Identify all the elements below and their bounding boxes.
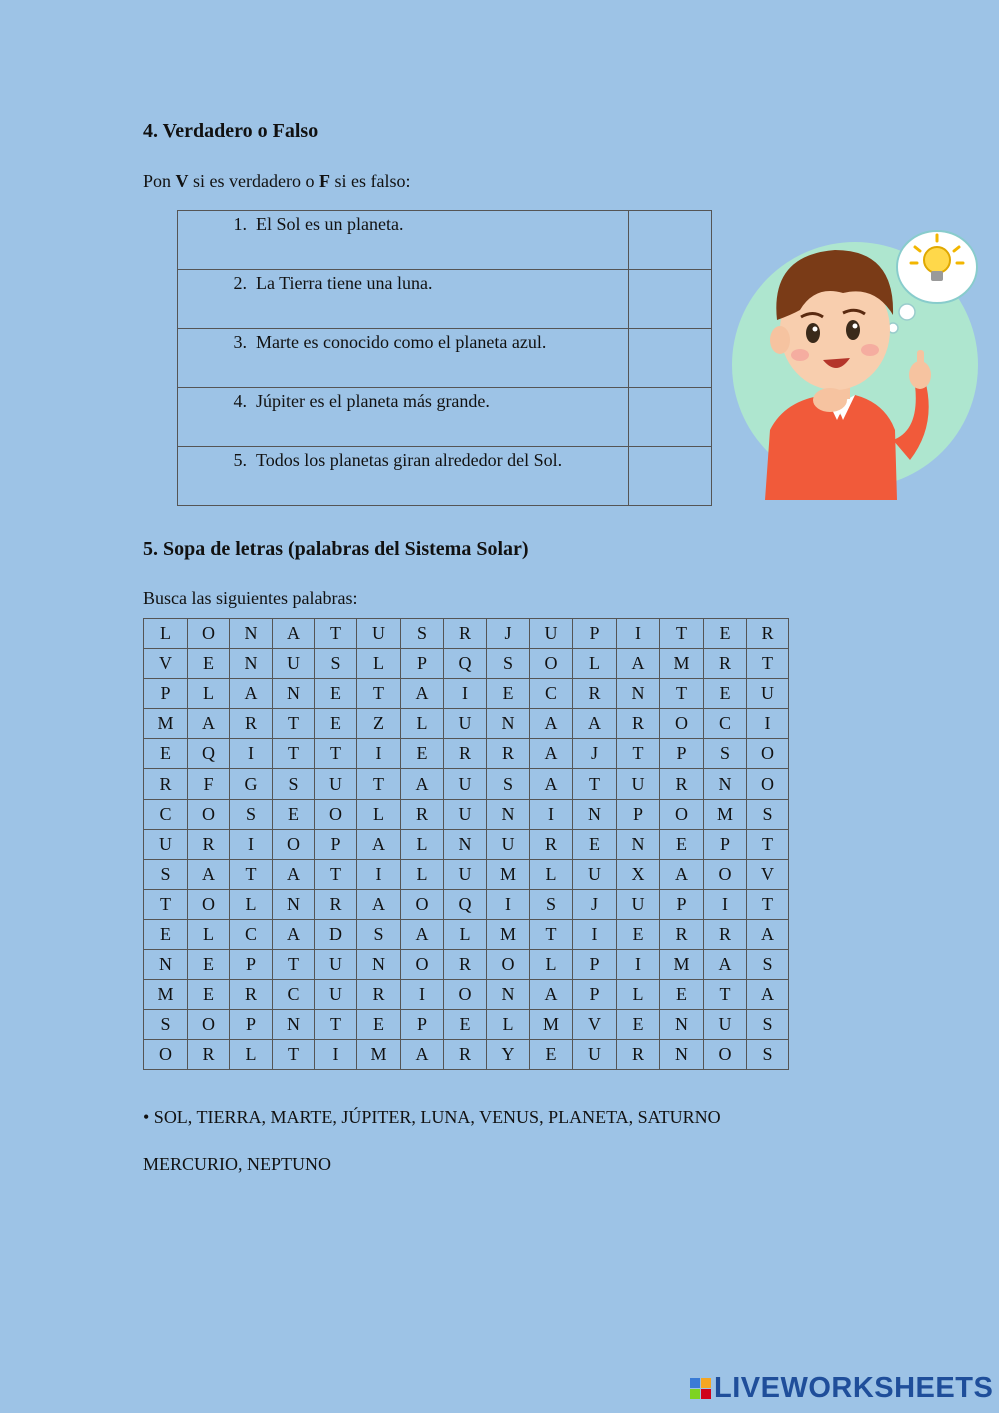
grid-cell[interactable]: U — [315, 950, 357, 980]
grid-cell[interactable]: I — [230, 739, 273, 769]
grid-cell[interactable]: M — [704, 799, 747, 829]
true-false-table — [177, 210, 712, 506]
grid-cell[interactable]: T — [660, 619, 704, 649]
grid-cell[interactable]: A — [273, 919, 315, 949]
grid-cell[interactable]: Z — [357, 709, 401, 739]
grid-cell[interactable]: M — [660, 649, 704, 679]
grid-cell[interactable]: E — [401, 739, 444, 769]
liveworksheets-logo — [690, 1372, 993, 1405]
grid-cell[interactable]: N — [704, 769, 747, 799]
grid-cell[interactable]: R — [573, 679, 617, 709]
grid-cell[interactable]: T — [357, 769, 401, 799]
grid-cell[interactable]: D — [315, 919, 357, 949]
statement-text: La Tierra tiene una luna. — [256, 273, 433, 293]
grid-cell[interactable]: U — [273, 649, 315, 679]
grid-cell[interactable]: R — [444, 619, 487, 649]
grid-cell[interactable]: S — [230, 799, 273, 829]
grid-cell[interactable]: E — [617, 1010, 660, 1040]
grid-cell[interactable]: E — [617, 919, 660, 949]
grid-cell[interactable]: A — [401, 919, 444, 949]
grid-cell[interactable]: A — [357, 889, 401, 919]
grid-cell[interactable]: P — [315, 829, 357, 859]
grid-cell[interactable]: R — [617, 709, 660, 739]
grid-cell[interactable]: Q — [188, 739, 230, 769]
logo-mark-icon — [690, 1378, 711, 1399]
grid-cell[interactable]: U — [487, 829, 530, 859]
grid-cell[interactable]: T — [530, 919, 573, 949]
grid-cell[interactable]: A — [747, 919, 789, 949]
grid-cell[interactable]: T — [747, 889, 789, 919]
grid-cell[interactable]: N — [273, 889, 315, 919]
grid-cell[interactable]: R — [704, 919, 747, 949]
grid-row — [144, 799, 789, 829]
grid-cell[interactable]: A — [357, 829, 401, 859]
section5-title: 5. Sopa de letras (palabras del Sistema Solar) — [143, 538, 529, 560]
grid-cell[interactable]: A — [273, 619, 315, 649]
grid-cell[interactable]: N — [617, 829, 660, 859]
grid-cell[interactable]: N — [487, 799, 530, 829]
grid-cell[interactable]: E — [315, 679, 357, 709]
grid-cell[interactable]: L — [573, 649, 617, 679]
grid-cell[interactable]: I — [357, 859, 401, 889]
grid-row — [144, 739, 789, 769]
grid-cell[interactable]: P — [230, 950, 273, 980]
grid-cell[interactable]: E — [315, 709, 357, 739]
f-letter: F — [318, 171, 330, 191]
grid-cell[interactable]: U — [315, 769, 357, 799]
answer-box[interactable] — [629, 388, 712, 447]
grid-row — [144, 709, 789, 739]
grid-cell[interactable]: L — [530, 950, 573, 980]
grid-row — [144, 619, 789, 649]
grid-cell[interactable]: S — [273, 769, 315, 799]
grid-cell[interactable]: T — [273, 709, 315, 739]
grid-cell[interactable]: I — [315, 1040, 357, 1070]
answer-box[interactable] — [629, 447, 712, 506]
grid-cell[interactable]: M — [357, 1040, 401, 1070]
grid-cell[interactable]: R — [144, 769, 188, 799]
grid-cell[interactable]: Q — [444, 649, 487, 679]
grid-row — [144, 1010, 789, 1040]
grid-cell[interactable]: E — [144, 919, 188, 949]
grid-cell[interactable]: N — [660, 1010, 704, 1040]
grid-cell[interactable]: R — [444, 739, 487, 769]
grid-cell[interactable]: S — [357, 919, 401, 949]
grid-cell[interactable]: T — [315, 619, 357, 649]
grid-cell[interactable]: M — [530, 1010, 573, 1040]
grid-cell[interactable]: V — [747, 859, 789, 889]
grid-cell[interactable]: T — [357, 679, 401, 709]
grid-cell[interactable]: O — [188, 619, 230, 649]
grid-cell[interactable]: A — [530, 739, 573, 769]
grid-cell[interactable]: U — [704, 1010, 747, 1040]
grid-cell[interactable]: M — [487, 919, 530, 949]
grid-cell[interactable]: A — [747, 980, 789, 1010]
grid-cell[interactable]: R — [444, 950, 487, 980]
word-list-line1: • SOL, TIERRA, MARTE, JÚPITER, LUNA, VENUS, PLANETA, SATURNO — [143, 1107, 721, 1127]
grid-cell[interactable]: P — [230, 1010, 273, 1040]
grid-cell[interactable]: U — [444, 709, 487, 739]
grid-cell[interactable]: L — [401, 829, 444, 859]
statement-number: 3. — [233, 332, 247, 352]
grid-cell[interactable]: T — [273, 950, 315, 980]
grid-cell[interactable]: A — [660, 859, 704, 889]
statement-cell — [178, 211, 629, 270]
grid-cell[interactable]: R — [188, 1040, 230, 1070]
grid-cell[interactable]: E — [487, 679, 530, 709]
grid-cell[interactable]: N — [273, 679, 315, 709]
grid-cell[interactable]: E — [660, 829, 704, 859]
grid-cell[interactable]: R — [315, 889, 357, 919]
grid-cell[interactable]: U — [747, 679, 789, 709]
grid-cell[interactable]: E — [704, 679, 747, 709]
grid-cell[interactable]: V — [573, 1010, 617, 1040]
grid-cell[interactable]: T — [747, 649, 789, 679]
grid-row — [144, 950, 789, 980]
grid-row — [144, 829, 789, 859]
grid-cell[interactable]: Q — [444, 889, 487, 919]
answer-box[interactable] — [629, 211, 712, 270]
grid-cell[interactable]: S — [487, 649, 530, 679]
grid-cell[interactable]: O — [188, 799, 230, 829]
grid-cell[interactable]: J — [487, 619, 530, 649]
grid-cell[interactable]: O — [704, 1040, 747, 1070]
statement-number: 4. — [233, 391, 247, 411]
grid-cell[interactable]: R — [660, 769, 704, 799]
grid-cell[interactable]: R — [530, 829, 573, 859]
grid-cell[interactable]: L — [230, 889, 273, 919]
grid-cell[interactable]: C — [704, 709, 747, 739]
grid-cell[interactable]: S — [747, 950, 789, 980]
grid-cell[interactable]: M — [144, 980, 188, 1010]
grid-cell[interactable]: E — [704, 619, 747, 649]
grid-cell[interactable]: J — [573, 889, 617, 919]
statement-row — [178, 329, 712, 388]
answer-box[interactable] — [629, 329, 712, 388]
grid-cell[interactable]: R — [487, 739, 530, 769]
grid-cell[interactable]: L — [188, 919, 230, 949]
grid-cell[interactable]: A — [401, 1040, 444, 1070]
grid-cell[interactable]: R — [660, 919, 704, 949]
grid-cell[interactable]: T — [144, 889, 188, 919]
grid-cell[interactable]: T — [573, 769, 617, 799]
grid-cell[interactable]: E — [357, 1010, 401, 1040]
grid-cell[interactable]: U — [444, 859, 487, 889]
grid-cell[interactable]: L — [487, 1010, 530, 1040]
grid-cell[interactable]: N — [357, 950, 401, 980]
grid-cell[interactable]: E — [144, 739, 188, 769]
grid-cell[interactable]: L — [617, 980, 660, 1010]
section4-title: 4. Verdadero o Falso — [143, 120, 319, 142]
grid-cell[interactable]: I — [530, 799, 573, 829]
grid-cell[interactable]: O — [401, 950, 444, 980]
grid-row — [144, 919, 789, 949]
grid-cell[interactable]: M — [660, 950, 704, 980]
grid-cell[interactable]: F — [188, 769, 230, 799]
grid-cell[interactable]: Y — [487, 1040, 530, 1070]
grid-cell[interactable]: A — [530, 980, 573, 1010]
grid-row — [144, 1040, 789, 1070]
grid-cell[interactable]: P — [573, 619, 617, 649]
grid-row — [144, 649, 789, 679]
grid-cell[interactable]: I — [230, 829, 273, 859]
grid-cell[interactable]: I — [487, 889, 530, 919]
grid-cell[interactable]: R — [704, 649, 747, 679]
grid-cell[interactable]: T — [315, 739, 357, 769]
grid-cell[interactable]: L — [188, 679, 230, 709]
grid-cell[interactable]: V — [144, 649, 188, 679]
grid-cell[interactable]: R — [747, 619, 789, 649]
word-search-grid — [143, 618, 789, 1070]
grid-cell[interactable]: E — [188, 950, 230, 980]
grid-cell[interactable]: N — [230, 649, 273, 679]
grid-cell[interactable]: J — [573, 739, 617, 769]
grid-cell[interactable]: E — [660, 980, 704, 1010]
grid-cell[interactable]: O — [315, 799, 357, 829]
statement-number: 5. — [233, 450, 247, 470]
grid-cell[interactable]: A — [530, 709, 573, 739]
grid-cell[interactable]: N — [487, 709, 530, 739]
grid-cell[interactable]: U — [444, 799, 487, 829]
grid-cell[interactable]: S — [747, 1010, 789, 1040]
grid-cell[interactable]: U — [315, 980, 357, 1010]
grid-cell[interactable]: T — [660, 679, 704, 709]
grid-cell[interactable]: S — [487, 769, 530, 799]
statement-text: Todos los planetas giran alrededor del Sol. — [256, 450, 563, 470]
grid-cell[interactable]: E — [530, 1040, 573, 1070]
grid-cell[interactable]: S — [144, 859, 188, 889]
grid-cell[interactable]: E — [444, 1010, 487, 1040]
section4-instruction: Pon V si es verdadero o F si es falso: — [143, 171, 411, 191]
statement-text: El Sol es un planeta. — [256, 214, 404, 234]
statement-cell — [178, 447, 629, 506]
statement-row — [178, 388, 712, 447]
grid-cell[interactable]: R — [230, 980, 273, 1010]
statement-cell — [178, 388, 629, 447]
grid-cell[interactable]: P — [660, 889, 704, 919]
grid-cell[interactable]: O — [660, 709, 704, 739]
grid-cell[interactable]: O — [660, 799, 704, 829]
grid-cell[interactable]: P — [573, 980, 617, 1010]
grid-cell[interactable]: I — [357, 739, 401, 769]
grid-cell[interactable]: P — [660, 739, 704, 769]
statement-row — [178, 270, 712, 329]
grid-row — [144, 980, 789, 1010]
grid-cell[interactable]: P — [401, 649, 444, 679]
grid-cell[interactable]: I — [747, 709, 789, 739]
grid-cell[interactable]: S — [315, 649, 357, 679]
grid-cell[interactable]: O — [704, 859, 747, 889]
grid-cell[interactable]: T — [230, 859, 273, 889]
grid-cell[interactable]: C — [144, 799, 188, 829]
statement-row — [178, 447, 712, 506]
grid-cell[interactable]: P — [573, 950, 617, 980]
grid-cell[interactable]: A — [188, 859, 230, 889]
grid-cell[interactable]: P — [617, 799, 660, 829]
logo-text: LIVEWORKSHEETS — [714, 1372, 994, 1404]
grid-cell[interactable]: S — [401, 619, 444, 649]
grid-cell[interactable]: U — [357, 619, 401, 649]
grid-cell[interactable]: N — [617, 679, 660, 709]
grid-cell[interactable]: L — [357, 649, 401, 679]
grid-cell[interactable]: L — [144, 619, 188, 649]
grid-cell[interactable]: L — [444, 919, 487, 949]
grid-cell[interactable]: L — [530, 859, 573, 889]
grid-cell[interactable]: G — [230, 769, 273, 799]
grid-cell[interactable]: C — [230, 919, 273, 949]
section5-instruction: Busca las siguientes palabras: — [143, 588, 358, 608]
grid-cell[interactable]: P — [704, 829, 747, 859]
grid-cell[interactable]: O — [188, 889, 230, 919]
grid-cell[interactable]: A — [704, 950, 747, 980]
grid-cell[interactable]: L — [401, 709, 444, 739]
grid-cell[interactable]: O — [273, 829, 315, 859]
grid-cell[interactable]: N — [444, 829, 487, 859]
grid-row — [144, 769, 789, 799]
grid-cell[interactable]: P — [401, 1010, 444, 1040]
statement-cell — [178, 270, 629, 329]
grid-row — [144, 859, 789, 889]
grid-cell[interactable]: T — [617, 739, 660, 769]
grid-cell[interactable]: A — [573, 709, 617, 739]
grid-cell[interactable]: I — [704, 889, 747, 919]
grid-cell[interactable]: R — [444, 1040, 487, 1070]
statement-number: 1. — [233, 214, 247, 234]
v-letter: V — [175, 171, 189, 191]
grid-cell[interactable]: A — [401, 679, 444, 709]
grid-cell[interactable]: A — [188, 709, 230, 739]
grid-cell[interactable]: T — [315, 1010, 357, 1040]
statement-row — [178, 211, 712, 270]
grid-cell[interactable]: A — [530, 769, 573, 799]
grid-cell[interactable]: O — [144, 1040, 188, 1070]
grid-cell[interactable]: O — [444, 980, 487, 1010]
grid-cell[interactable]: L — [357, 799, 401, 829]
answer-box[interactable] — [629, 270, 712, 329]
grid-cell[interactable]: N — [230, 619, 273, 649]
grid-cell[interactable]: E — [188, 649, 230, 679]
grid-cell[interactable]: U — [530, 619, 573, 649]
grid-row — [144, 889, 789, 919]
grid-cell[interactable]: U — [573, 859, 617, 889]
grid-cell[interactable]: E — [188, 980, 230, 1010]
grid-cell[interactable]: A — [230, 679, 273, 709]
grid-cell[interactable]: I — [573, 919, 617, 949]
grid-cell[interactable]: U — [573, 1040, 617, 1070]
grid-cell[interactable]: O — [188, 1010, 230, 1040]
grid-cell[interactable]: N — [660, 1040, 704, 1070]
grid-cell[interactable]: M — [487, 859, 530, 889]
statement-cell — [178, 329, 629, 388]
grid-cell[interactable]: N — [487, 980, 530, 1010]
grid-cell[interactable]: E — [273, 799, 315, 829]
grid-cell[interactable]: S — [747, 1040, 789, 1070]
grid-row — [144, 679, 789, 709]
grid-cell[interactable]: T — [273, 739, 315, 769]
grid-cell[interactable]: T — [704, 980, 747, 1010]
grid-cell[interactable]: N — [273, 1010, 315, 1040]
grid-cell[interactable]: O — [401, 889, 444, 919]
grid-cell[interactable]: U — [144, 829, 188, 859]
grid-cell[interactable]: L — [230, 1040, 273, 1070]
statement-text: Marte es conocido como el planeta azul. — [256, 332, 547, 352]
grid-cell[interactable]: S — [747, 799, 789, 829]
grid-cell[interactable]: R — [188, 829, 230, 859]
grid-cell[interactable]: A — [617, 649, 660, 679]
grid-cell[interactable]: R — [401, 799, 444, 829]
grid-cell[interactable]: R — [357, 980, 401, 1010]
grid-cell[interactable]: O — [530, 649, 573, 679]
grid-cell[interactable]: R — [617, 1040, 660, 1070]
grid-cell[interactable]: U — [444, 769, 487, 799]
grid-cell[interactable]: R — [230, 709, 273, 739]
grid-cell[interactable]: I — [444, 679, 487, 709]
grid-cell[interactable]: I — [617, 619, 660, 649]
grid-cell[interactable]: P — [144, 679, 188, 709]
grid-cell[interactable]: N — [573, 799, 617, 829]
grid-cell[interactable]: O — [747, 739, 789, 769]
grid-cell[interactable]: I — [617, 950, 660, 980]
grid-cell[interactable]: T — [315, 859, 357, 889]
grid-cell[interactable]: S — [144, 1010, 188, 1040]
grid-cell[interactable]: A — [273, 859, 315, 889]
statement-text: Júpiter es el planeta más grande. — [256, 391, 490, 411]
boy-thinking-illustration — [725, 215, 980, 500]
grid-cell[interactable]: I — [401, 980, 444, 1010]
grid-cell[interactable]: M — [144, 709, 188, 739]
grid-cell[interactable]: T — [747, 829, 789, 859]
grid-cell[interactable]: A — [401, 769, 444, 799]
grid-cell[interactable]: C — [530, 679, 573, 709]
grid-cell[interactable]: O — [747, 769, 789, 799]
grid-cell[interactable]: E — [573, 829, 617, 859]
grid-cell[interactable]: U — [617, 769, 660, 799]
grid-cell[interactable]: L — [401, 859, 444, 889]
grid-cell[interactable]: X — [617, 859, 660, 889]
grid-cell[interactable]: S — [704, 739, 747, 769]
word-list-line2: MERCURIO, NEPTUNO — [143, 1154, 332, 1174]
grid-cell[interactable]: C — [273, 980, 315, 1010]
grid-cell[interactable]: N — [144, 950, 188, 980]
statement-number: 2. — [233, 273, 247, 293]
grid-cell[interactable]: O — [487, 950, 530, 980]
grid-cell[interactable]: T — [273, 1040, 315, 1070]
grid-cell[interactable]: U — [617, 889, 660, 919]
grid-cell[interactable]: S — [530, 889, 573, 919]
